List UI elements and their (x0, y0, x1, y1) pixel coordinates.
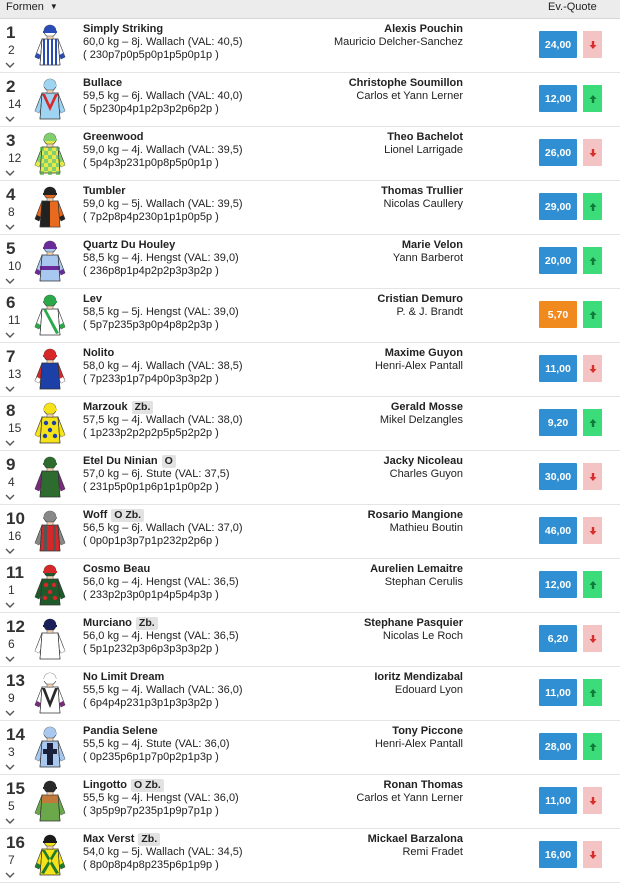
form-history: ( 8p0p8p4p8p235p6p1p9p ) (83, 859, 219, 871)
jockey-name[interactable]: Stephane Pasquier (363, 617, 463, 629)
jockey-silk-icon (30, 563, 70, 607)
jockey-silk-icon (30, 455, 70, 499)
weight-age-details: 59,0 kg – 5j. Wallach (VAL: 39,5) (83, 198, 243, 210)
stall-number: 3 (8, 745, 15, 759)
chevron-down-icon[interactable] (4, 381, 16, 391)
weight-age-details: 59,0 kg – 4j. Wallach (VAL: 39,5) (83, 144, 243, 156)
jockey-silk-icon (30, 347, 70, 391)
runner-number: 14 (6, 725, 25, 744)
jockey-silk-icon (30, 131, 70, 175)
list-header (0, 0, 620, 19)
stall-number: 12 (8, 151, 22, 165)
runner-row[interactable] (0, 181, 620, 235)
odds-button[interactable]: 11,00 (539, 679, 577, 706)
runner-row[interactable] (0, 451, 620, 505)
jockey-name[interactable]: Ioritz Mendizabal (374, 671, 463, 683)
horse-name-label: Quartz Du Houley (83, 239, 176, 251)
jockey-silk-icon (30, 293, 70, 337)
runner-number: 1 (6, 23, 16, 42)
trainer-name[interactable]: Henri-Alex Pantall (374, 360, 463, 372)
trainer-name[interactable]: Henri-Alex Pantall (374, 738, 463, 750)
horse-name[interactable] (83, 185, 126, 197)
weight-age-details: 58,0 kg – 4j. Wallach (VAL: 38,5) (83, 360, 243, 372)
form-history: ( 233p2p3p0p1p4p5p4p3p ) (83, 589, 219, 601)
trend-up-icon (583, 85, 602, 112)
jockey-silk-icon (30, 23, 70, 67)
stall-number: 9 (8, 691, 15, 705)
form-history: ( 230p7p0p5p0p1p5p0p1p ) (83, 49, 219, 61)
form-history: ( 1p233p2p2p2p5p5p2p2p ) (83, 427, 219, 439)
weight-age-details: 60,0 kg – 8j. Wallach (VAL: 40,5) (83, 36, 243, 48)
trainer-name[interactable]: Lionel Larrigade (384, 144, 463, 156)
runner-row[interactable] (0, 19, 620, 73)
horse-name-label: Bullace (83, 77, 123, 89)
weight-age-details: 57,5 kg – 4j. Wallach (VAL: 38,0) (83, 414, 243, 426)
horse-name[interactable] (83, 509, 144, 522)
trainer-name[interactable]: Edouard Lyon (394, 684, 463, 696)
runner-list (0, 19, 620, 883)
form-history: ( 7p2p8p4p230p1p1p0p5p ) (83, 211, 219, 223)
form-history: ( 6p4p4p231p3p1p3p3p2p ) (83, 697, 219, 709)
horse-name-label: Tumbler (83, 185, 126, 197)
trainer-name[interactable]: Yann Barberot (392, 252, 463, 264)
odds-button[interactable]: 5,70 (539, 301, 577, 328)
trend-up-icon (583, 571, 602, 598)
horse-name-label: Lingotto (83, 779, 127, 791)
runner-number: 13 (6, 671, 25, 690)
jockey-silk-icon (30, 671, 70, 715)
stall-number: 7 (8, 853, 15, 867)
jockey-silk-icon (30, 185, 70, 229)
runner-row[interactable] (0, 397, 620, 451)
stall-number: 16 (8, 529, 22, 543)
runner-number: 3 (6, 131, 16, 150)
odds-button[interactable]: 12,00 (539, 571, 577, 598)
jockey-name[interactable]: Ronan Thomas (383, 779, 463, 791)
odds-column-header: Ev.-Quote (548, 1, 597, 13)
jockey-silk-icon (30, 833, 70, 877)
trainer-name[interactable]: Mikel Delzangles (379, 414, 463, 426)
horse-name-label: Etel Du Ninian (83, 455, 158, 467)
trend-up-icon (583, 733, 602, 760)
chevron-down-icon[interactable] (4, 813, 16, 823)
stall-number: 6 (8, 637, 15, 651)
odds-button[interactable]: 9,20 (539, 409, 577, 436)
form-history: ( 231p5p0p1p6p1p1p0p2p ) (83, 481, 219, 493)
runner-row[interactable] (0, 613, 620, 667)
jockey-name[interactable]: Aurelien Lemaitre (370, 563, 463, 575)
trend-down-icon (583, 787, 602, 814)
trainer-name[interactable]: P. & J. Brandt (396, 306, 463, 318)
runner-row[interactable] (0, 343, 620, 397)
equipment-badge: O (162, 455, 176, 468)
runner-number: 7 (6, 347, 16, 366)
trend-up-icon (583, 247, 602, 274)
chevron-down-icon[interactable] (4, 57, 16, 67)
jockey-name[interactable]: Thomas Trullier (381, 185, 463, 197)
horse-name-label: Marzouk (83, 401, 128, 413)
trainer-name[interactable]: Carlos et Yann Lerner (356, 90, 463, 102)
stall-number: 13 (8, 367, 22, 381)
runner-row[interactable] (0, 829, 620, 883)
chevron-down-icon[interactable] (4, 435, 16, 445)
horse-name-label: Lev (83, 293, 102, 305)
runner-number: 2 (6, 77, 16, 96)
stall-number: 5 (8, 799, 15, 813)
horse-name-label: Simply Striking (83, 23, 164, 35)
runner-row[interactable] (0, 721, 620, 775)
stall-number: 11 (8, 313, 21, 327)
horse-name-label: No Limit Dream (83, 671, 165, 683)
horse-name-label: Max Verst (83, 833, 135, 845)
weight-age-details: 56,0 kg – 4j. Hengst (VAL: 36,5) (83, 576, 239, 588)
horse-name[interactable] (83, 455, 176, 468)
odds-button[interactable]: 24,00 (539, 31, 577, 58)
weight-age-details: 59,5 kg – 6j. Wallach (VAL: 40,0) (83, 90, 243, 102)
chevron-down-icon[interactable] (4, 273, 16, 283)
equipment-badge: Zb. (136, 617, 158, 630)
caret-down-icon: ▼ (49, 2, 58, 11)
runner-row[interactable] (0, 289, 620, 343)
odds-button[interactable]: 30,00 (539, 463, 577, 490)
jockey-silk-icon (30, 779, 70, 823)
horse-name[interactable] (83, 779, 164, 792)
chevron-down-icon[interactable] (4, 867, 16, 877)
runner-row[interactable] (0, 775, 620, 829)
jockey-silk-icon (30, 617, 70, 661)
jockey-name[interactable]: Gerald Mosse (390, 401, 463, 413)
equipment-badge: Zb. (132, 401, 154, 414)
jockey-name[interactable]: Rosario Mangione (367, 509, 463, 521)
odds-button[interactable]: 6,20 (539, 625, 577, 652)
trend-down-icon (583, 841, 602, 868)
form-history: ( 0p235p6p1p7p0p2p1p3p ) (83, 751, 219, 763)
trend-up-icon (583, 409, 602, 436)
equipment-badge: Zb. (138, 833, 160, 846)
weight-age-details: 58,5 kg – 5j. Hengst (VAL: 39,0) (83, 306, 239, 318)
weight-age-details: 57,0 kg – 6j. Stute (VAL: 37,5) (83, 468, 230, 480)
trainer-name[interactable]: Mauricio Delcher-Sanchez (334, 36, 463, 48)
runner-number: 4 (6, 185, 16, 204)
jockey-name[interactable]: Maxime Guyon (384, 347, 463, 359)
horse-name[interactable] (83, 347, 114, 359)
chevron-down-icon[interactable] (4, 759, 16, 769)
stall-number: 8 (8, 205, 15, 219)
horse-name-label: Woff (83, 509, 108, 521)
jockey-name[interactable]: Jacky Nicoleau (383, 455, 463, 467)
form-history: ( 5p7p235p3p0p4p8p2p3p ) (83, 319, 219, 331)
chevron-down-icon[interactable] (4, 489, 16, 499)
jockey-name[interactable]: Theo Bachelot (387, 131, 463, 143)
chevron-down-icon[interactable] (4, 327, 16, 337)
weight-age-details: 54,0 kg – 5j. Wallach (VAL: 34,5) (83, 846, 243, 858)
chevron-down-icon[interactable] (4, 543, 16, 553)
odds-button[interactable]: 28,00 (539, 733, 577, 760)
jockey-silk-icon (30, 509, 70, 553)
horse-name-label: Greenwood (83, 131, 144, 143)
horse-name[interactable] (83, 401, 153, 414)
chevron-down-icon[interactable] (4, 219, 16, 229)
runner-row[interactable] (0, 73, 620, 127)
weight-age-details: 58,5 kg – 4j. Hengst (VAL: 39,0) (83, 252, 239, 264)
runner-row[interactable] (0, 505, 620, 559)
trend-up-icon (583, 301, 602, 328)
jockey-silk-icon (30, 239, 70, 283)
horse-name[interactable] (83, 671, 164, 683)
runner-row[interactable] (0, 667, 620, 721)
jockey-name[interactable]: Mickael Barzalona (367, 833, 463, 845)
horse-name[interactable] (83, 23, 163, 35)
runner-row[interactable] (0, 127, 620, 181)
stall-number: 15 (8, 421, 22, 435)
trainer-name[interactable]: Carlos et Yann Lerner (356, 792, 463, 804)
chevron-down-icon[interactable] (4, 705, 16, 715)
runner-number: 6 (6, 293, 16, 312)
horse-name[interactable] (83, 293, 102, 305)
horse-name-label: Pandia Selene (83, 725, 158, 737)
trainer-name[interactable]: Mathieu Boutin (389, 522, 463, 534)
weight-age-details: 55,5 kg – 4j. Hengst (VAL: 36,0) (83, 792, 239, 804)
trainer-name[interactable]: Remi Fradet (402, 846, 463, 858)
form-history: ( 5p4p3p231p0p8p5p0p1p ) (83, 157, 219, 169)
trainer-name[interactable]: Nicolas Caullery (383, 198, 463, 210)
trend-down-icon (583, 463, 602, 490)
form-history: ( 5p1p232p3p6p3p3p3p2p ) (83, 643, 219, 655)
trainer-name[interactable]: Charles Guyon (389, 468, 463, 480)
jockey-name[interactable]: Christophe Soumillon (348, 77, 463, 89)
runner-number: 5 (6, 239, 16, 258)
trend-up-icon (583, 679, 602, 706)
odds-button[interactable]: 16,00 (539, 841, 577, 868)
odds-button[interactable]: 46,00 (539, 517, 577, 544)
form-history: ( 236p8p1p4p2p2p3p3p2p ) (83, 265, 219, 277)
form-history: ( 3p5p9p7p235p1p9p7p1p ) (83, 805, 219, 817)
runner-number: 15 (6, 779, 25, 798)
horse-name[interactable] (83, 725, 158, 737)
stall-number: 1 (8, 583, 15, 597)
runner-number: 11 (6, 563, 24, 582)
runner-number: 9 (6, 455, 16, 474)
form-history: ( 7p233p1p7p4p0p3p3p2p ) (83, 373, 219, 385)
horse-name-label: Cosmo Beau (83, 563, 151, 575)
horse-name[interactable] (83, 563, 150, 575)
horse-name-label: Nolito (83, 347, 115, 359)
trend-down-icon (583, 31, 602, 58)
horse-name[interactable] (83, 239, 175, 251)
stall-number: 14 (8, 97, 22, 111)
runner-number: 10 (6, 509, 25, 528)
chevron-down-icon[interactable] (4, 651, 16, 661)
horse-name[interactable] (83, 617, 158, 630)
odds-button[interactable]: 29,00 (539, 193, 577, 220)
trend-down-icon (583, 517, 602, 544)
jockey-silk-icon (30, 401, 70, 445)
odds-button[interactable]: 11,00 (539, 787, 577, 814)
weight-age-details: 55,5 kg – 4j. Wallach (VAL: 36,0) (83, 684, 243, 696)
weight-age-details: 56,5 kg – 6j. Wallach (VAL: 37,0) (83, 522, 243, 534)
runner-number: 8 (6, 401, 16, 420)
form-history: ( 0p0p1p3p7p1p232p2p6p ) (83, 535, 219, 547)
odds-button[interactable]: 12,00 (539, 85, 577, 112)
stall-number: 4 (8, 475, 15, 489)
odds-button[interactable]: 20,00 (539, 247, 577, 274)
formen-label: Formen (6, 1, 44, 13)
horse-name[interactable] (83, 833, 160, 846)
runner-number: 16 (6, 833, 25, 852)
chevron-down-icon[interactable] (4, 111, 16, 121)
jockey-name[interactable]: Cristian Demuro (377, 293, 463, 305)
equipment-badge: O Zb. (131, 779, 164, 792)
chevron-down-icon[interactable] (4, 165, 16, 175)
horse-name-label: Murciano (83, 617, 132, 629)
trend-down-icon (583, 355, 602, 382)
stall-number: 10 (8, 259, 22, 273)
trend-down-icon (583, 139, 602, 166)
runner-row[interactable] (0, 235, 620, 289)
jockey-name[interactable]: Tony Piccone (392, 725, 463, 737)
odds-button[interactable]: 11,00 (539, 355, 577, 382)
jockey-name[interactable]: Alexis Pouchin (384, 23, 463, 35)
stall-number: 2 (8, 43, 15, 57)
formen-sort-toggle[interactable] (6, 1, 58, 13)
chevron-down-icon[interactable] (4, 597, 16, 607)
trainer-name[interactable]: Nicolas Le Roch (382, 630, 463, 642)
weight-age-details: 56,0 kg – 4j. Hengst (VAL: 36,5) (83, 630, 239, 642)
odds-button[interactable]: 26,00 (539, 139, 577, 166)
form-history: ( 5p230p4p1p2p3p2p6p2p ) (83, 103, 219, 115)
trend-down-icon (583, 625, 602, 652)
jockey-silk-icon (30, 77, 70, 121)
trend-up-icon (583, 193, 602, 220)
equipment-badge: O Zb. (111, 509, 144, 522)
horse-name[interactable] (83, 131, 144, 143)
horse-name[interactable] (83, 77, 122, 89)
runner-number: 12 (6, 617, 25, 636)
weight-age-details: 55,5 kg – 4j. Stute (VAL: 36,0) (83, 738, 230, 750)
jockey-name[interactable]: Marie Velon (401, 239, 463, 251)
trainer-name[interactable]: Stephan Cerulis (384, 576, 463, 588)
jockey-silk-icon (30, 725, 70, 769)
runner-row[interactable] (0, 559, 620, 613)
